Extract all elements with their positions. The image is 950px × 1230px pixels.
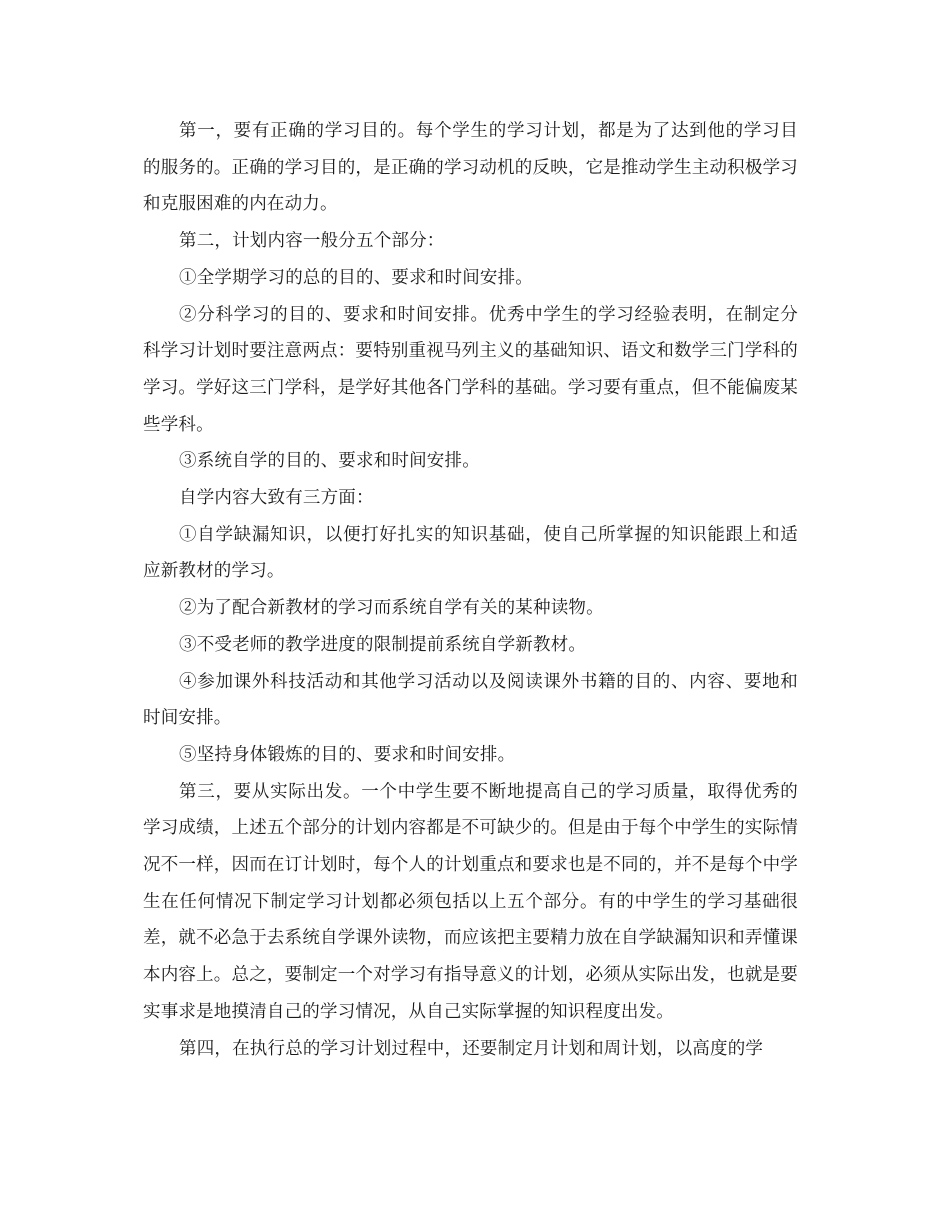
paragraph: 第一，要有正确的学习目的。每个学生的学习计划，都是为了达到他的学习目的服务的。正确的学习目的，是正确的学习动机的反映，它是推动学生主动积极学习和克服困难的内在动力。 bbox=[143, 121, 798, 215]
paragraph: ②为了配合新教材的学习而系统自学有关的某种读物。 bbox=[179, 598, 604, 619]
paragraph: ①自学缺漏知识，以便打好扎实的知识基础，使自己所掌握的知识能跟上和适应新教材的学习。 bbox=[143, 524, 798, 582]
paragraph: ②分科学习的目的、要求和时间安排。优秀中学生的学习经验表明，在制定分科学习计划时要注意两点：要特别重视马列主义的基础知识、语文和数学三门学科的学习。学好这三门学科，是学好其他各门学科的基础。学习要有重点，但不能偏废某些学科。 bbox=[143, 304, 798, 435]
document-body bbox=[143, 113, 798, 1067]
paragraph: ③系统自学的目的、要求和时间安排。 bbox=[179, 451, 480, 472]
paragraph: 第二，计划内容一般分五个部分： bbox=[179, 231, 445, 252]
paragraph: ①全学期学习的总的目的、要求和时间安排。 bbox=[179, 267, 533, 288]
paragraph: 第三，要从实际出发。一个中学生要不断地提高自己的学习质量，取得优秀的学习成绩，上述五个部分的计划内容都是不可缺少的。但是由于每个中学生的实际情况不一样，因而在订计划时，每个人的计划重点和要求也是不同的，并不是每个中学生在任何情况下制定学习计划都必须包括以上五个部分。有的中学生的学习基础很差，就不必急于去系统自学课外读物，而应该把主要精力放在自学缺漏知识和弄懂课本内容上。总之，要制定一个对学习有指导意义的计划，必须从实际出发，也就是要实事求是地摸清自己的学习情况，从自己实际掌握的知识程度出发。 bbox=[143, 781, 798, 1022]
paragraph: 自学内容大致有三方面： bbox=[179, 488, 374, 509]
paragraph: ⑤坚持身体锻炼的目的、要求和时间安排。 bbox=[179, 744, 516, 765]
paragraph: ④参加课外科技活动和其他学习活动以及阅读课外书籍的目的、内容、要地和时间安排。 bbox=[143, 671, 798, 729]
paragraph: 第四，在执行总的学习计划过程中，还要制定月计划和周计划，以高度的学 bbox=[179, 1038, 764, 1059]
paragraph: ③不受老师的教学进度的限制提前系统自学新教材。 bbox=[179, 634, 587, 655]
